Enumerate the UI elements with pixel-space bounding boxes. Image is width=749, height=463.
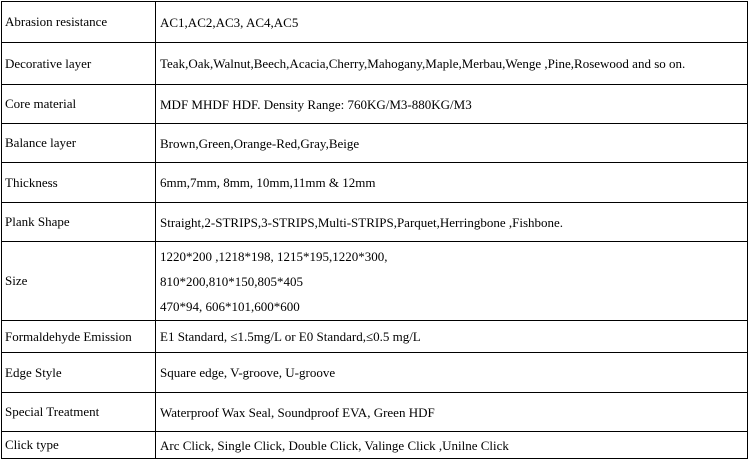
- table-row: [2, 353, 748, 393]
- table-row: [2, 124, 748, 163]
- value-line: Square edge, V-groove, U-groove: [160, 365, 336, 380]
- table-row: [2, 43, 748, 85]
- table-row: [2, 321, 748, 353]
- row-value: [156, 124, 748, 163]
- value-line: Waterproof Wax Seal, Soundproof EVA, Green HDF: [160, 404, 435, 420]
- table-row: [2, 242, 748, 321]
- row-value: [156, 393, 748, 432]
- row-value: [156, 85, 748, 124]
- row-label: Edge Style: [2, 353, 156, 393]
- table-row: [2, 203, 748, 242]
- row-value: [156, 203, 748, 242]
- value-line: 6mm,7mm, 8mm, 10mm,11mm & 12mm: [160, 175, 376, 190]
- value-line: 470*94, 606*101,600*600: [160, 298, 300, 314]
- row-value: [156, 432, 748, 459]
- table-row: [2, 393, 748, 432]
- row-label: Special Treatment: [2, 393, 156, 432]
- value-line: Brown,Green,Orange-Red,Gray,Beige: [160, 135, 360, 151]
- row-label: Decorative layer: [2, 43, 156, 85]
- row-value: [156, 43, 748, 85]
- value-line: AC1,AC2,AC3, AC4,AC5: [160, 14, 299, 30]
- row-value: [156, 163, 748, 203]
- row-value: [156, 321, 748, 353]
- table-row: [2, 2, 748, 43]
- row-label: Abrasion resistance: [2, 2, 156, 43]
- row-label: Click type: [2, 432, 156, 459]
- row-label: Formaldehyde Emission: [2, 321, 156, 353]
- value-line: MDF MHDF HDF. Density Range: 760KG/M3-880KG/M3: [160, 96, 472, 112]
- table-row: [2, 163, 748, 203]
- value-line: Teak,Oak,Walnut,Beech,Acacia,Cherry,Mahogany,Maple,Merbau,Wenge ,Pine,Rosewood and so on.: [160, 56, 686, 71]
- value-line: E1 Standard, ≤1.5mg/L or E0 Standard,≤0.5 mg/L: [160, 329, 421, 344]
- row-label: Thickness: [2, 163, 156, 203]
- value-line: 1220*200 ,1218*198, 1215*195,1220*300,: [160, 248, 388, 264]
- row-value: [156, 353, 748, 393]
- value-line: 810*200,810*150,805*405: [160, 273, 303, 289]
- value-line: Straight,2-STRIPS,3-STRIPS,Multi-STRIPS,Parquet,Herringbone ,Fishbone.: [160, 214, 564, 230]
- value-line: Arc Click, Single Click, Double Click, Valinge Click ,Unilne Click: [160, 437, 509, 453]
- row-value: [156, 242, 748, 321]
- row-value: [156, 2, 748, 43]
- table-row: [2, 432, 748, 459]
- row-label: Core material: [2, 85, 156, 124]
- table-row: [2, 85, 748, 124]
- product-spec-table: [1, 1, 748, 459]
- row-label: Balance layer: [2, 124, 156, 163]
- row-label: Size: [2, 242, 156, 321]
- row-label: Plank Shape: [2, 203, 156, 242]
